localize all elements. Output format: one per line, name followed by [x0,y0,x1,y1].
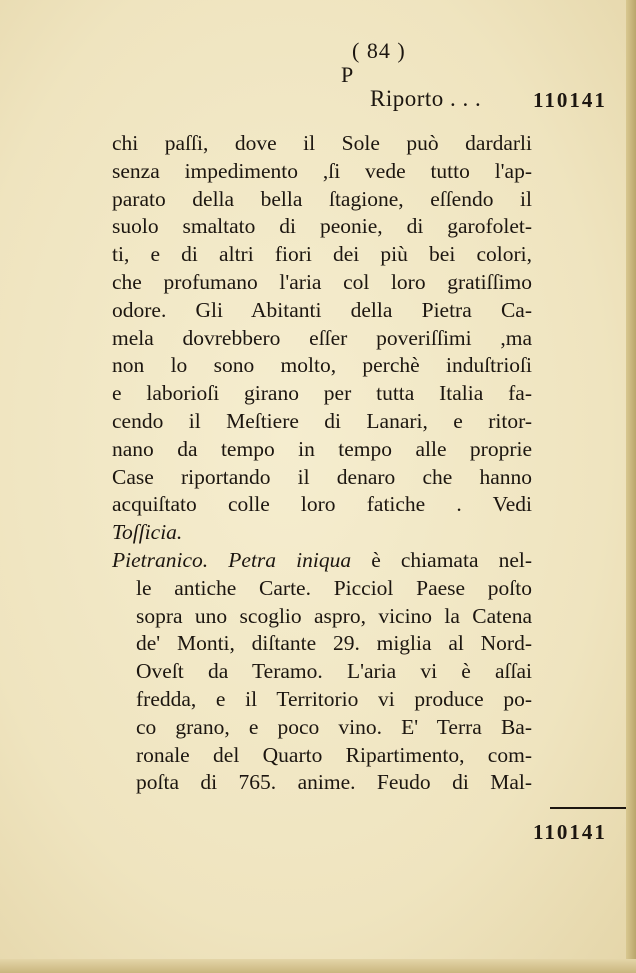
text-line: poſta di 765. anime. Feudo di Mal- [136,770,532,795]
text-line: Oveſt da Teramo. L'aria vi è aſſai [136,659,532,684]
text-line: le antiche Carte. Picciol Paese poſto [136,575,532,600]
entry-headword: Pietranico. [112,547,209,572]
text-line: che profumano l'aria col loro gratiſſimo [112,269,532,294]
text-line: parato della bella ſtagione, eſſendo il [112,186,532,211]
text-line: suolo smaltato di peonie, di garofolet- [112,214,532,239]
carried-forward-total: 110141 [533,88,607,112]
text-line: ti, e di altri fiori dei più bei colori, [112,242,532,267]
text-line: odore. Gli Abitanti della Pietra Ca- [112,297,532,322]
text-line: acquiſtato colle loro fatiche . Vedi [112,492,532,517]
entry-text: è chiamata nel- [371,547,533,572]
body-text [112,130,532,797]
text-line: chi paſſi, dove il Sole può dardarli [112,131,532,155]
text-line: co grano, e poco vino. E' Terra Ba- [136,714,532,739]
text-line: senza impedimento ,ſi vede tutto l'ap- [112,158,532,183]
page-number: ( 84 ) [352,38,406,63]
text-line: cendo il Meſtiere di Lanari, e ritor- [112,408,532,433]
entry-first-line [112,547,532,575]
total-rule [550,807,626,809]
page-edge [626,0,636,973]
entry-alt-name: Petra iniqua [228,547,352,572]
text-line: Case riportando il denaro che hanno [112,464,532,489]
text-line: de' Monti, diſtante 29. miglia al Nord- [136,631,532,656]
page-bottom-edge [0,959,636,973]
text-line: e laborioſi girano per tutta Italia fa- [112,381,532,406]
see-reference: Toſſicia. [112,520,183,545]
text-line: sopra uno scoglio aspro, vicino la Catena [136,603,532,628]
text-line: mela dovrebbero eſſer poveriſſimi ,ma [112,325,532,350]
section-letter: P [341,62,354,87]
text-line: nano da tempo in tempo alle proprie [112,436,532,461]
text-line: non lo sono molto, perchè induſtrioſi [112,353,532,378]
text-line: fredda, e il Territorio vi produce po- [136,686,532,711]
carried-forward-label: Riporto . . . [370,86,482,111]
page-total: 110141 [533,820,607,844]
cross-reference [112,519,532,547]
text-line: ronale del Quarto Ripartimento, com- [136,742,532,767]
